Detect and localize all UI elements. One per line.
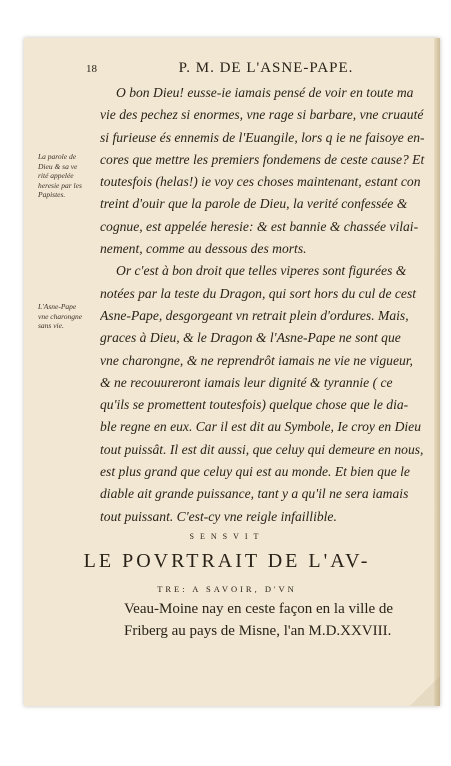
marginal-line: L'Asne-Pape bbox=[38, 302, 77, 311]
body-line: O bon Dieu! eusse-ie iamais pensé de voir en toute ma bbox=[116, 85, 414, 100]
body-line: cores que mettre les premiers fondemens de ceste cause? Et bbox=[100, 151, 425, 167]
body-line: tout puissât. Il est dit aussi, que celuy qui demeure en nous, bbox=[100, 441, 424, 457]
marginal-note-heresy bbox=[38, 152, 102, 200]
description-line: Veau-Moine nay en ceste façon en la ville de bbox=[124, 601, 394, 617]
body-line: si furieuse és ennemis de l'Euangile, lors q ie ne faisoye en- bbox=[100, 129, 425, 145]
running-head: P. M. DE L'ASNE-PAPE. bbox=[178, 60, 354, 76]
body-line: tout puissant. C'est-cy vne reigle infaillible. bbox=[100, 508, 337, 524]
marginal-line: Dieu & sa ve bbox=[38, 161, 78, 171]
description-line: Friberg au pays de Misne, l'an M.D.XXVIII. bbox=[124, 623, 392, 639]
page-number: 18 bbox=[86, 63, 97, 75]
body-line: & ne recouureront iamais leur dignité & tyrannie ( ce bbox=[100, 374, 393, 390]
body-text bbox=[100, 82, 426, 528]
section-subtitle: TRE: A SAVOIR, D'VN bbox=[157, 584, 297, 594]
body-line: notées par la teste du Dragon, qui sort hors du cul de cest bbox=[100, 285, 417, 301]
body-line: cognue, est appelée heresie: & est bannie & chassée vilai- bbox=[100, 218, 419, 234]
body-line: vie des pechez si enormes, vne rage si barbare, vne cruauté bbox=[100, 107, 424, 123]
body-line: est plus grand que celuy qui est au monde. Et bien que le bbox=[100, 464, 410, 480]
body-line: ble regne en eux. Car il est dit au Symbole, Ie croy en Dieu bbox=[100, 419, 421, 435]
body-line: qu'ils se promettent toutesfois) quelque chose que le dia- bbox=[100, 397, 409, 413]
body-line: nement, comme au dessous des morts. bbox=[100, 241, 307, 257]
body-line: graces à Dieu, & le Dragon & l'Asne-Pape ne sont que bbox=[100, 330, 401, 346]
marginal-line: La parole de bbox=[38, 152, 77, 161]
section-title: LE POVRTRAIT DE L'AV- bbox=[83, 550, 371, 572]
page-header bbox=[86, 60, 416, 80]
body-line: Or c'est à bon droit que telles viperes sont figurées & bbox=[116, 263, 407, 279]
marginal-line: vne charongne bbox=[38, 311, 83, 321]
marginal-line: Papistes. bbox=[38, 190, 66, 199]
marginal-line: rité appelée bbox=[38, 171, 74, 180]
page-fold-shadow bbox=[410, 676, 440, 706]
marginal-line: sans vie. bbox=[38, 321, 64, 330]
body-line: Asne-Pape, desgorgeant vn retrait plein d'ordures. Mais, bbox=[100, 307, 409, 323]
body-line: vne charongne, & ne reprendrôt iamais ne vie ne vigueur, bbox=[100, 352, 413, 368]
book-page bbox=[24, 38, 440, 706]
body-line: diable ait grande puissance, tant y a qu'il ne sera iamais bbox=[100, 486, 409, 502]
marginal-note-asne-pape bbox=[38, 302, 102, 331]
section-description bbox=[124, 598, 434, 642]
section-label: SENSVIT bbox=[189, 532, 265, 541]
body-line: treint d'ouir que la parole de Dieu, la verité confessée & bbox=[100, 196, 408, 212]
page-edge bbox=[434, 38, 440, 706]
body-line: toutesfois (helas!) ie voy ces choses maintenant, estant con bbox=[100, 174, 421, 190]
marginal-line: heresie par les bbox=[38, 180, 82, 190]
